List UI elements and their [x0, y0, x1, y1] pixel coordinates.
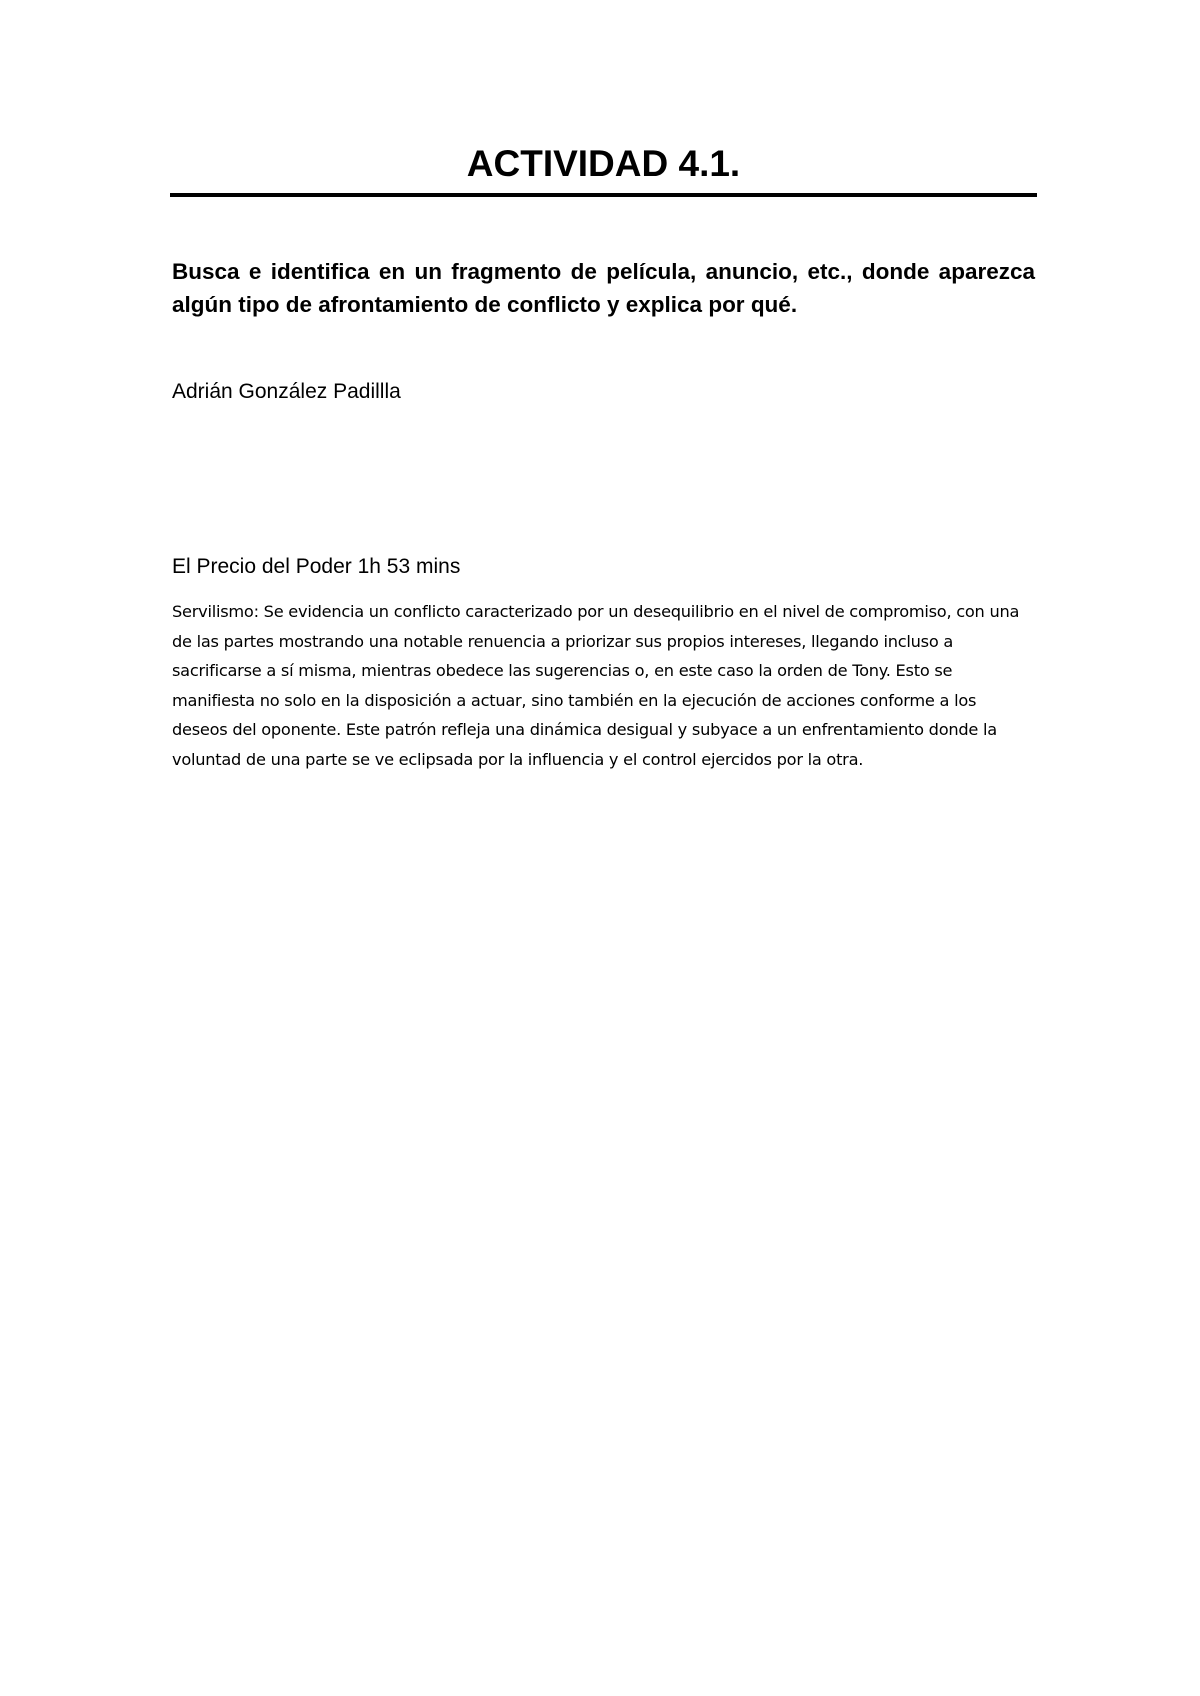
- film-title-duration: El Precio del Poder 1h 53 mins: [172, 555, 461, 578]
- title-underline: [170, 193, 1037, 197]
- body-paragraph: Servilismo: Se evidencia un conflicto caracterizado por un desequilibrio en el nivel de compromiso, con una de las partes mostrando una notable renuencia a priorizar sus propios intereses, llegando incluso a sacrificarse a sí misma, mientras obedece las sugerencias o, en este caso la orden de Tony. Esto se manifiesta no solo en la disposición a actuar, sino también en la ejecución de acciones conforme a los deseos del oponente. Este patrón refleja una dinámica desigual y subyace a un enfrentamiento donde la voluntad de una parte se ve eclipsada por la influencia y el control ejercidos por la otra.: [172, 602, 1020, 769]
- page-title: ACTIVIDAD 4.1.: [466, 143, 741, 184]
- activity-prompt: Busca e identifica en un fragmento de película, anuncio, etc., donde aparezca algún tipo de afrontamiento de conflicto y explica por qué.: [172, 259, 1035, 317]
- author-name: Adrián González Padillla: [172, 380, 401, 403]
